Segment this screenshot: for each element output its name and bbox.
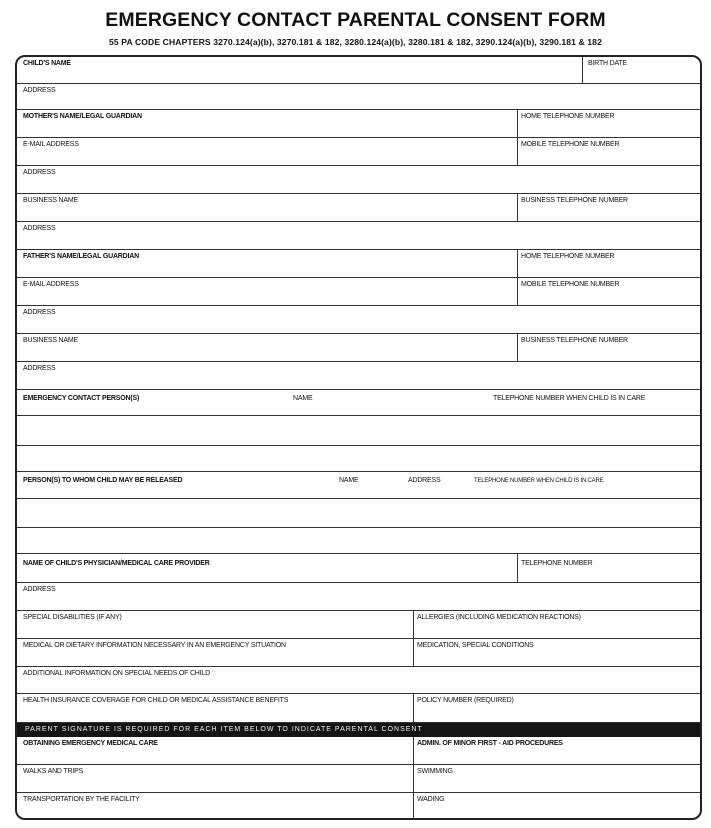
child-name-label: CHILD'S NAME [23, 60, 71, 67]
release-entry-row[interactable] [17, 499, 700, 528]
emergency-phone-label: TELEPHONE NUMBER WHEN CHILD IS IN CARE [493, 395, 646, 402]
father-mobile-phone-field[interactable] [517, 278, 700, 305]
walks-label: WALKS AND TRIPS [23, 768, 84, 775]
first-aid-consent-field[interactable] [413, 737, 700, 764]
physician-name-field[interactable] [17, 554, 517, 582]
father-email-field[interactable] [17, 278, 517, 305]
child-name-field[interactable] [17, 57, 582, 83]
first-aid-label: ADMIN. OF MINOR FIRST - AID PROCEDURES [417, 740, 563, 747]
mother-mobile-phone-field[interactable] [517, 138, 700, 165]
insurance-field[interactable] [17, 694, 413, 722]
allergies-field[interactable] [413, 611, 700, 638]
policy-number-field[interactable] [413, 694, 700, 722]
mother-business-phone-field[interactable] [517, 194, 700, 221]
allergies-label: ALLERGIES (INCLUDING MEDICATION REACTIONS) [417, 614, 581, 621]
wading-consent-field[interactable] [413, 793, 700, 820]
disabilities-row [17, 611, 700, 639]
father-business-address-field[interactable] [17, 362, 700, 389]
policy-number-label: POLICY NUMBER (REQUIRED) [417, 697, 514, 704]
consent-row [17, 793, 700, 820]
mother-address-row [17, 166, 700, 194]
emergency-entry-row[interactable] [17, 446, 700, 472]
father-home-phone-field[interactable] [517, 250, 700, 277]
release-address-label: ADDRESS [408, 477, 441, 484]
physician-phone-label: TELEPHONE NUMBER [521, 560, 593, 567]
additional-info-row [17, 667, 700, 694]
mother-email-field[interactable] [17, 138, 517, 165]
mother-address-field[interactable] [17, 166, 700, 193]
form-subtitle: 55 PA CODE CHAPTERS 3270.124(a)(b), 3270.181 & 182, 3280.124(a)(b), 3280.181 & 182, 3290.124(a)(b), 3290.181 & 182 [109, 37, 602, 47]
consent-row [17, 737, 700, 765]
form-title: EMERGENCY CONTACT PARENTAL CONSENT FORM [105, 9, 606, 31]
special-disabilities-label: SPECIAL DISABILITIES (IF ANY) [23, 614, 122, 621]
additional-info-field[interactable] [17, 667, 700, 693]
mother-home-phone-field[interactable] [517, 110, 700, 137]
insurance-label: HEALTH INSURANCE COVERAGE FOR CHILD OR MEDICAL ASSISTANCE BENEFITS [23, 697, 289, 704]
birth-date-field[interactable] [582, 57, 700, 83]
father-address-label: ADDRESS [23, 309, 56, 316]
emergency-entry-row[interactable] [17, 416, 700, 446]
physician-row [17, 554, 700, 583]
father-address-field[interactable] [17, 306, 700, 333]
release-phone-label: TELEPHONE NUMBER WHEN CHILD IS IN CARE [474, 478, 604, 484]
physician-address-label: ADDRESS [23, 586, 56, 593]
mother-name-field[interactable] [17, 110, 517, 137]
wading-label: WADING [417, 796, 445, 803]
father-address-row [17, 306, 700, 334]
emergency-care-consent-field[interactable] [17, 737, 413, 764]
mother-business-address-field[interactable] [17, 222, 700, 249]
mother-address-label: ADDRESS [23, 169, 56, 176]
dietary-info-label: MEDICAL OR DIETARY INFORMATION NECESSARY IN AN EMERGENCY SITUATION [23, 642, 286, 649]
birth-date-label: BIRTH DATE [588, 60, 627, 67]
mother-email-label: E-MAIL ADDRESS [23, 141, 79, 148]
release-persons-heading: PERSON(S) TO WHOM CHILD MAY BE RELEASED [23, 477, 183, 484]
mother-business-address-row [17, 222, 700, 250]
transportation-consent-field[interactable] [17, 793, 413, 820]
child-address-field[interactable] [17, 84, 700, 109]
mother-business-row [17, 194, 700, 222]
release-header-row [17, 472, 700, 499]
release-entry-row[interactable] [17, 528, 700, 554]
father-business-row [17, 334, 700, 362]
mother-mobile-phone-label: MOBILE TELEPHONE NUMBER [521, 141, 620, 148]
father-business-phone-field[interactable] [517, 334, 700, 361]
mother-name-label: MOTHER'S NAME/LEGAL GUARDIAN [23, 113, 142, 120]
father-business-phone-label: BUSINESS TELEPHONE NUMBER [521, 337, 628, 344]
physician-name-label: NAME OF CHILD'S PHYSICIAN/MEDICAL CARE PROVIDER [23, 560, 210, 567]
mother-business-name-field[interactable] [17, 194, 517, 221]
physician-address-field[interactable] [17, 583, 700, 610]
consent-row [17, 765, 700, 793]
child-name-row [17, 57, 700, 84]
mother-name-row [17, 110, 700, 138]
emergency-care-label: OBTAINING EMERGENCY MEDICAL CARE [23, 740, 158, 747]
child-address-row [17, 84, 700, 110]
father-mobile-phone-label: MOBILE TELEPHONE NUMBER [521, 281, 620, 288]
mother-business-name-label: BUSINESS NAME [23, 197, 78, 204]
walks-consent-field[interactable] [17, 765, 413, 792]
dietary-row [17, 639, 700, 667]
father-business-name-field[interactable] [17, 334, 517, 361]
father-email-label: E-MAIL ADDRESS [23, 281, 79, 288]
father-business-address-label: ADDRESS [23, 365, 56, 372]
consent-band: PARENT SIGNATURE IS REQUIRED FOR EACH ITEM BELOW TO INDICATE PARENTAL CONSENT [17, 723, 700, 737]
physician-phone-field[interactable] [517, 554, 700, 582]
mother-home-phone-label: HOME TELEPHONE NUMBER [521, 113, 615, 120]
father-email-row [17, 278, 700, 306]
transportation-label: TRANSPORTATION BY THE FACILITY [23, 796, 140, 803]
medication-label: MEDICATION, SPECIAL CONDITIONS [417, 642, 534, 649]
father-home-phone-label: HOME TELEPHONE NUMBER [521, 253, 615, 260]
father-name-field[interactable] [17, 250, 517, 277]
child-address-label: ADDRESS [23, 87, 56, 94]
dietary-info-field[interactable] [17, 639, 413, 666]
mother-business-phone-label: BUSINESS TELEPHONE NUMBER [521, 197, 628, 204]
father-business-name-label: BUSINESS NAME [23, 337, 78, 344]
emergency-header-row [17, 390, 700, 416]
special-disabilities-field[interactable] [17, 611, 413, 638]
insurance-row [17, 694, 700, 723]
mother-email-row [17, 138, 700, 166]
father-name-label: FATHER'S NAME/LEGAL GUARDIAN [23, 253, 139, 260]
swimming-label: SWIMMING [417, 768, 453, 775]
emergency-name-label: NAME [293, 395, 313, 402]
father-business-address-row [17, 362, 700, 390]
swimming-consent-field[interactable] [413, 765, 700, 792]
father-name-row [17, 250, 700, 278]
medication-field[interactable] [413, 639, 700, 666]
emergency-contact-heading: EMERGENCY CONTACT PERSON(S) [23, 395, 140, 402]
release-name-label: NAME [339, 477, 359, 484]
physician-address-row [17, 583, 700, 611]
mother-business-address-label: ADDRESS [23, 225, 56, 232]
additional-info-label: ADDITIONAL INFORMATION ON SPECIAL NEEDS OF CHILD [23, 670, 210, 677]
consent-form [15, 55, 702, 820]
